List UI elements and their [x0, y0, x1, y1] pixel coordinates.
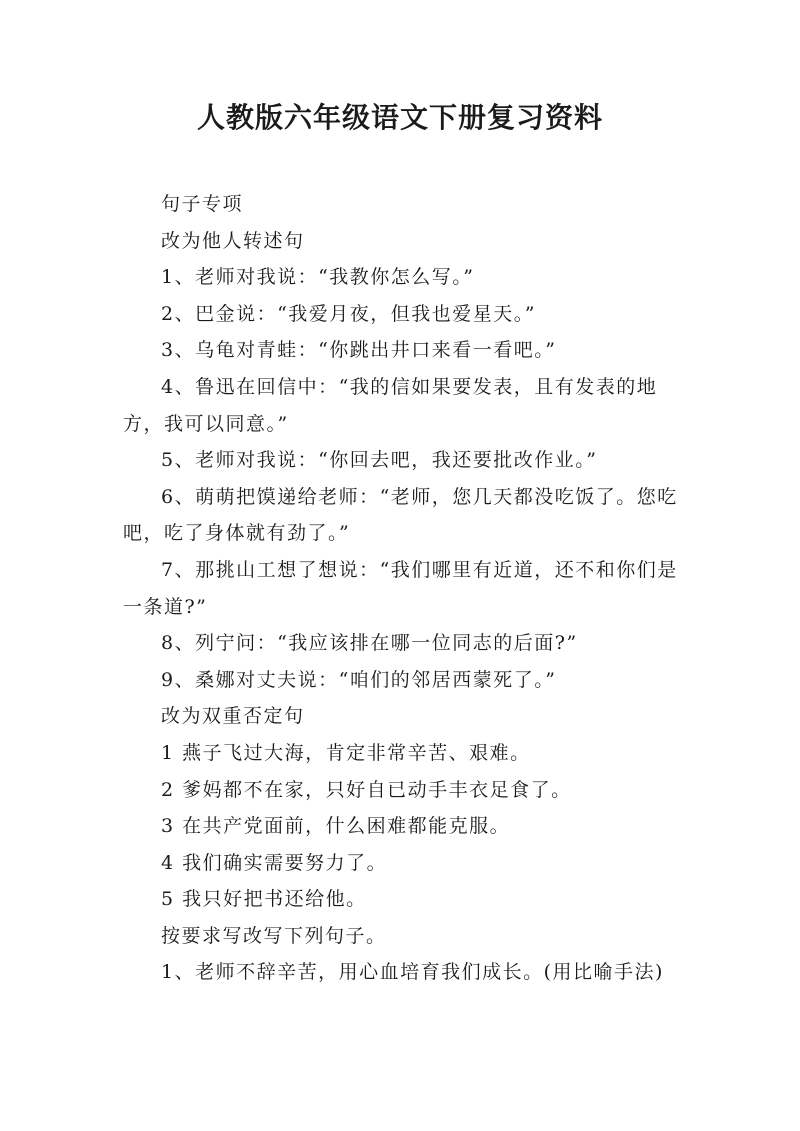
subsection-heading: 改为他人转述句 [161, 229, 305, 252]
exercise-item: 1、老师不辞辛苦，用心血培育我们成长。(用比喻手法) [161, 961, 664, 984]
document-title: 人教版六年级语文下册复习资料 [196, 101, 603, 134]
exercise-item: 2 爹妈都不在家，只好自已动手丰衣足食了。 [161, 778, 572, 801]
exercise-item: 5 我只好把书还给他。 [161, 888, 367, 911]
exercise-item: 1 燕子飞过大海，肯定非常辛苦、艰难。 [161, 741, 531, 764]
subsection-heading: 按要求写改写下列句子。 [161, 924, 387, 947]
exercise-item: 4 我们确实需要努力了。 [161, 851, 388, 874]
subsection-heading: 改为双重否定句 [161, 705, 305, 728]
exercise-item: 2、巴金说：“我爱月夜，但我也爱星天。” [161, 302, 537, 325]
document-body [123, 186, 683, 991]
exercise-item: 6、萌萌把馍递给老师：“老师，您几天都没吃饭了。您吃吧，吃了身体就有劲了。” [123, 485, 678, 545]
exercise-item: 5、老师对我说：“你回去吧，我还要批改作业。” [161, 449, 598, 472]
exercise-item: 7、那挑山工想了想说：“我们哪里有近道，还不和你们是一条道?” [123, 558, 678, 618]
exercise-item: 9、桑娜对丈夫说：“咱们的邻居西蒙死了。” [161, 668, 557, 691]
exercise-item: 4、鲁迅在回信中：“我的信如果要发表，且有发表的地方，我可以同意。” [123, 375, 658, 435]
exercise-item: 3 在共产党面前，什么困难都能克服。 [161, 815, 511, 838]
exercise-item: 8、列宁问：“我应该排在哪一位同志的后面?” [161, 632, 578, 655]
exercise-item: 3、乌龟对青蛙：“你跳出井口来看一看吧。” [161, 339, 557, 362]
section-heading: 句子专项 [161, 193, 244, 215]
exercise-item: 1、老师对我说：“我教你怎么写。” [161, 266, 475, 289]
